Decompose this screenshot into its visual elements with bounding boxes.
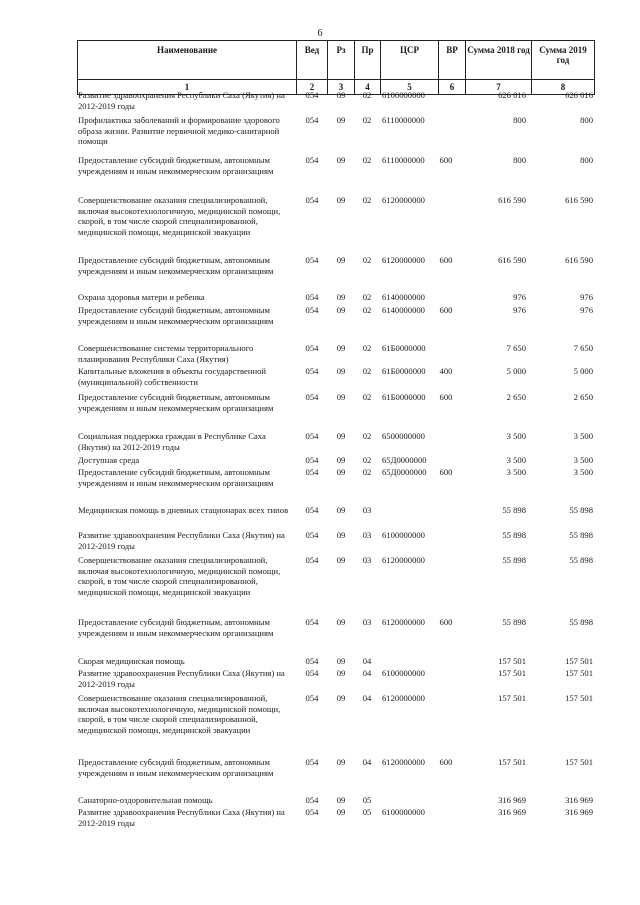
row-pr: 02 — [362, 366, 372, 376]
row-sum-2019: 616 590 — [565, 195, 593, 205]
row-sum-2019: 157 501 — [565, 757, 593, 767]
row-ved: 054 — [305, 807, 319, 817]
row-sum-2019: 3 500 — [573, 455, 593, 465]
row-sum-2018: 316 969 — [498, 795, 526, 805]
row-csr: 6120000000 — [382, 555, 425, 565]
row-sum-2018: 3 500 — [506, 431, 526, 441]
row-sum-2018: 976 — [513, 292, 526, 302]
row-pr: 04 — [362, 693, 372, 703]
row-rz: 09 — [336, 530, 346, 540]
row-pr: 03 — [362, 505, 372, 515]
row-ved: 054 — [305, 530, 319, 540]
row-sum-2019: 626 016 — [565, 90, 593, 100]
row-csr: 6120000000 — [382, 617, 425, 627]
row-ved: 054 — [305, 431, 319, 441]
row-sum-2018: 55 898 — [502, 505, 526, 515]
row-vr: 600 — [439, 305, 453, 315]
row-sum-2019: 316 969 — [565, 795, 593, 805]
row-sum-2019: 157 501 — [565, 656, 593, 666]
row-csr: 6100000000 — [382, 530, 425, 540]
row-sum-2018: 3 500 — [506, 455, 526, 465]
row-name: Профилактика заболеваний и формирование здорового образа жизни. Развитие первичной медико-санитарной помощи — [78, 115, 280, 147]
row-name: Скорая медицинская помощь — [78, 656, 185, 666]
row-rz: 09 — [336, 255, 346, 265]
row-rz: 09 — [336, 292, 346, 302]
row-ved: 054 — [305, 305, 319, 315]
row-sum-2018: 616 590 — [498, 195, 526, 205]
row-sum-2019: 55 898 — [569, 617, 593, 627]
header-sum-2018: Сумма 2018 год — [466, 41, 532, 80]
row-name: Совершенствование оказания специализированной, включая высокотехнологичную, медицинской помощи, скорой, в том числе скорой специализированной, медицинской помощи, медицинской эвакуации — [78, 195, 281, 237]
row-ved: 054 — [305, 467, 319, 477]
row-sum-2018: 157 501 — [498, 693, 526, 703]
row-vr: 600 — [439, 617, 453, 627]
row-ved: 054 — [305, 757, 319, 767]
row-sum-2018: 616 590 — [498, 255, 526, 265]
row-pr: 03 — [362, 555, 372, 565]
row-sum-2019: 55 898 — [569, 530, 593, 540]
row-rz: 09 — [336, 366, 346, 376]
row-csr: 6120000000 — [382, 255, 425, 265]
header-name: Наименование — [78, 41, 297, 80]
row-name: Совершенствование оказания специализированной, включая высокотехнологичную, медицинской помощи, скорой, в том числе скорой специализированной, медицинской помощи, медицинской эвакуации — [78, 693, 281, 735]
row-rz: 09 — [336, 90, 346, 100]
row-ved: 054 — [305, 90, 319, 100]
row-pr: 02 — [362, 195, 372, 205]
row-sum-2019: 55 898 — [569, 505, 593, 515]
row-rz: 09 — [336, 617, 346, 627]
row-csr: 6120000000 — [382, 195, 425, 205]
row-sum-2019: 616 590 — [565, 255, 593, 265]
row-sum-2019: 157 501 — [565, 668, 593, 678]
row-csr: 61Б0000000 — [382, 343, 426, 353]
row-sum-2018: 157 501 — [498, 757, 526, 767]
row-sum-2019: 7 650 — [573, 343, 593, 353]
row-sum-2018: 157 501 — [498, 668, 526, 678]
row-csr: 6120000000 — [382, 757, 425, 767]
row-vr: 600 — [439, 155, 453, 165]
row-name: Медицинская помощь в дневных стационарах всех типов — [78, 505, 289, 515]
row-sum-2018: 626 016 — [498, 90, 526, 100]
header-rz: Рз — [328, 41, 355, 80]
row-sum-2018: 5 000 — [506, 366, 526, 376]
row-sum-2018: 316 969 — [498, 807, 526, 817]
row-vr: 600 — [439, 757, 453, 767]
header-num-6: 6 — [439, 80, 466, 95]
row-rz: 09 — [336, 467, 346, 477]
header-vr: ВР — [439, 41, 466, 80]
row-rz: 09 — [336, 668, 346, 678]
row-sum-2019: 316 969 — [565, 807, 593, 817]
row-pr: 04 — [362, 656, 372, 666]
row-pr: 02 — [362, 115, 372, 125]
header-num-3: 3 — [328, 80, 355, 95]
row-sum-2018: 800 — [513, 155, 526, 165]
row-rz: 09 — [336, 555, 346, 565]
row-ved: 054 — [305, 392, 319, 402]
row-sum-2018: 55 898 — [502, 617, 526, 627]
row-sum-2018: 7 650 — [506, 343, 526, 353]
row-ved: 054 — [305, 693, 319, 703]
row-vr: 600 — [439, 392, 453, 402]
row-ved: 054 — [305, 795, 319, 805]
row-rz: 09 — [336, 343, 346, 353]
header-num-7: 7 — [466, 80, 532, 95]
header-num-8: 8 — [532, 80, 595, 95]
row-pr: 05 — [362, 795, 372, 805]
row-ved: 054 — [305, 155, 319, 165]
header-pr: Пр — [355, 41, 381, 80]
row-sum-2019: 800 — [580, 155, 593, 165]
header-csr: ЦСР — [381, 41, 439, 80]
row-name: Совершенствование оказания специализированной, включая высокотехнологичную, медицинской помощи, скорой, в том числе скорой специализированной, медицинской помощи, медицинской эвакуации — [78, 555, 281, 597]
row-pr: 02 — [362, 343, 372, 353]
row-pr: 02 — [362, 292, 372, 302]
row-vr: 600 — [439, 467, 453, 477]
row-name: Санаторно-оздоровительная помощь — [78, 795, 213, 805]
row-pr: 02 — [362, 392, 372, 402]
row-sum-2019: 5 000 — [573, 366, 593, 376]
page-number: 6 — [317, 28, 323, 39]
row-ved: 054 — [305, 115, 319, 125]
header-ved: Вед — [297, 41, 328, 80]
row-pr: 04 — [362, 668, 372, 678]
row-csr: 6100000000 — [382, 668, 425, 678]
row-sum-2018: 800 — [513, 115, 526, 125]
row-pr: 04 — [362, 757, 372, 767]
row-pr: 02 — [362, 255, 372, 265]
row-pr: 03 — [362, 530, 372, 540]
row-csr: 61Б0000000 — [382, 392, 426, 402]
header-num-2: 2 — [297, 80, 328, 95]
header-num-4: 4 — [355, 80, 381, 95]
row-pr: 02 — [362, 455, 372, 465]
row-csr: 6110000000 — [382, 155, 425, 165]
row-name: Доступная среда — [78, 455, 140, 465]
row-sum-2019: 976 — [580, 292, 593, 302]
row-rz: 09 — [336, 795, 346, 805]
row-ved: 054 — [305, 505, 319, 515]
row-name: Предоставление субсидий бюджетным, автономным учреждениям и иным некоммерческим организациям — [78, 467, 274, 488]
row-name: Развитие здравоохранения Республики Саха (Якутия) на 2012-2019 годы — [78, 90, 285, 111]
row-pr: 02 — [362, 431, 372, 441]
header-num-1: 1 — [78, 80, 297, 95]
row-name: Охрана здоровья матери и ребенка — [78, 292, 205, 302]
row-pr: 02 — [362, 305, 372, 315]
row-rz: 09 — [336, 305, 346, 315]
row-ved: 054 — [305, 366, 319, 376]
row-sum-2019: 157 501 — [565, 693, 593, 703]
row-rz: 09 — [336, 431, 346, 441]
row-name: Развитие здравоохранения Республики Саха (Якутия) на 2012-2019 годы — [78, 807, 285, 828]
row-pr: 02 — [362, 155, 372, 165]
row-vr: 400 — [439, 366, 453, 376]
row-name: Капитальные вложения в объекты государственной (муниципальной) собственности — [78, 366, 266, 387]
row-ved: 054 — [305, 343, 319, 353]
row-pr: 02 — [362, 90, 372, 100]
row-sum-2019: 976 — [580, 305, 593, 315]
row-sum-2018: 157 501 — [498, 656, 526, 666]
row-sum-2018: 3 500 — [506, 467, 526, 477]
row-ved: 054 — [305, 455, 319, 465]
row-ved: 054 — [305, 668, 319, 678]
row-name: Предоставление субсидий бюджетным, автономным учреждениям и иным некоммерческим организациям — [78, 392, 274, 413]
row-pr: 03 — [362, 617, 372, 627]
row-sum-2018: 55 898 — [502, 555, 526, 565]
row-rz: 09 — [336, 757, 346, 767]
row-csr: 6120000000 — [382, 693, 425, 703]
row-sum-2018: 2 650 — [506, 392, 526, 402]
row-rz: 09 — [336, 505, 346, 515]
row-pr: 02 — [362, 467, 372, 477]
row-pr: 05 — [362, 807, 372, 817]
row-rz: 09 — [336, 807, 346, 817]
row-name: Совершенствование системы территориального планирования Республики Саха (Якутия) — [78, 343, 254, 364]
row-ved: 054 — [305, 292, 319, 302]
row-rz: 09 — [336, 693, 346, 703]
row-name: Предоставление субсидий бюджетным, автономным учреждениям и иным некоммерческим организациям — [78, 757, 274, 778]
row-ved: 054 — [305, 617, 319, 627]
row-rz: 09 — [336, 155, 346, 165]
header-num-5: 5 — [381, 80, 439, 95]
row-csr: 6110000000 — [382, 115, 425, 125]
row-sum-2019: 2 650 — [573, 392, 593, 402]
row-sum-2019: 3 500 — [573, 431, 593, 441]
row-rz: 09 — [336, 455, 346, 465]
row-name: Развитие здравоохранения Республики Саха (Якутия) на 2012-2019 годы — [78, 668, 285, 689]
header-sum-2019: Сумма 2019 год — [532, 41, 595, 80]
row-sum-2019: 800 — [580, 115, 593, 125]
row-ved: 054 — [305, 195, 319, 205]
row-rz: 09 — [336, 195, 346, 205]
row-csr: 65Д0000000 — [382, 467, 427, 477]
row-csr: 6500000000 — [382, 431, 425, 441]
row-name: Предоставление субсидий бюджетным, автономным учреждениям и иным некоммерческим организациям — [78, 617, 274, 638]
row-name: Предоставление субсидий бюджетным, автономным учреждениям и иным некоммерческим организациям — [78, 255, 274, 276]
row-sum-2019: 3 500 — [573, 467, 593, 477]
row-ved: 054 — [305, 255, 319, 265]
row-rz: 09 — [336, 392, 346, 402]
row-name: Предоставление субсидий бюджетным, автономным учреждениям и иным некоммерческим организациям — [78, 305, 274, 326]
row-sum-2018: 55 898 — [502, 530, 526, 540]
row-sum-2019: 55 898 — [569, 555, 593, 565]
row-csr: 6140000000 — [382, 305, 425, 315]
row-ved: 054 — [305, 555, 319, 565]
row-csr: 6140000000 — [382, 292, 425, 302]
row-csr: 6100000000 — [382, 90, 425, 100]
row-vr: 600 — [439, 255, 453, 265]
row-csr: 65Д0000000 — [382, 455, 427, 465]
row-name: Социальная поддержка граждан в Республике Саха (Якутия) на 2012-2019 годы — [78, 431, 266, 452]
row-sum-2018: 976 — [513, 305, 526, 315]
table-header — [77, 40, 595, 95]
row-rz: 09 — [336, 656, 346, 666]
row-csr: 6100000000 — [382, 807, 425, 817]
row-rz: 09 — [336, 115, 346, 125]
row-name: Предоставление субсидий бюджетным, автономным учреждениям и иным некоммерческим организациям — [78, 155, 274, 176]
row-ved: 054 — [305, 656, 319, 666]
row-csr: 61Б0000000 — [382, 366, 426, 376]
row-name: Развитие здравоохранения Республики Саха (Якутия) на 2012-2019 годы — [78, 530, 285, 551]
